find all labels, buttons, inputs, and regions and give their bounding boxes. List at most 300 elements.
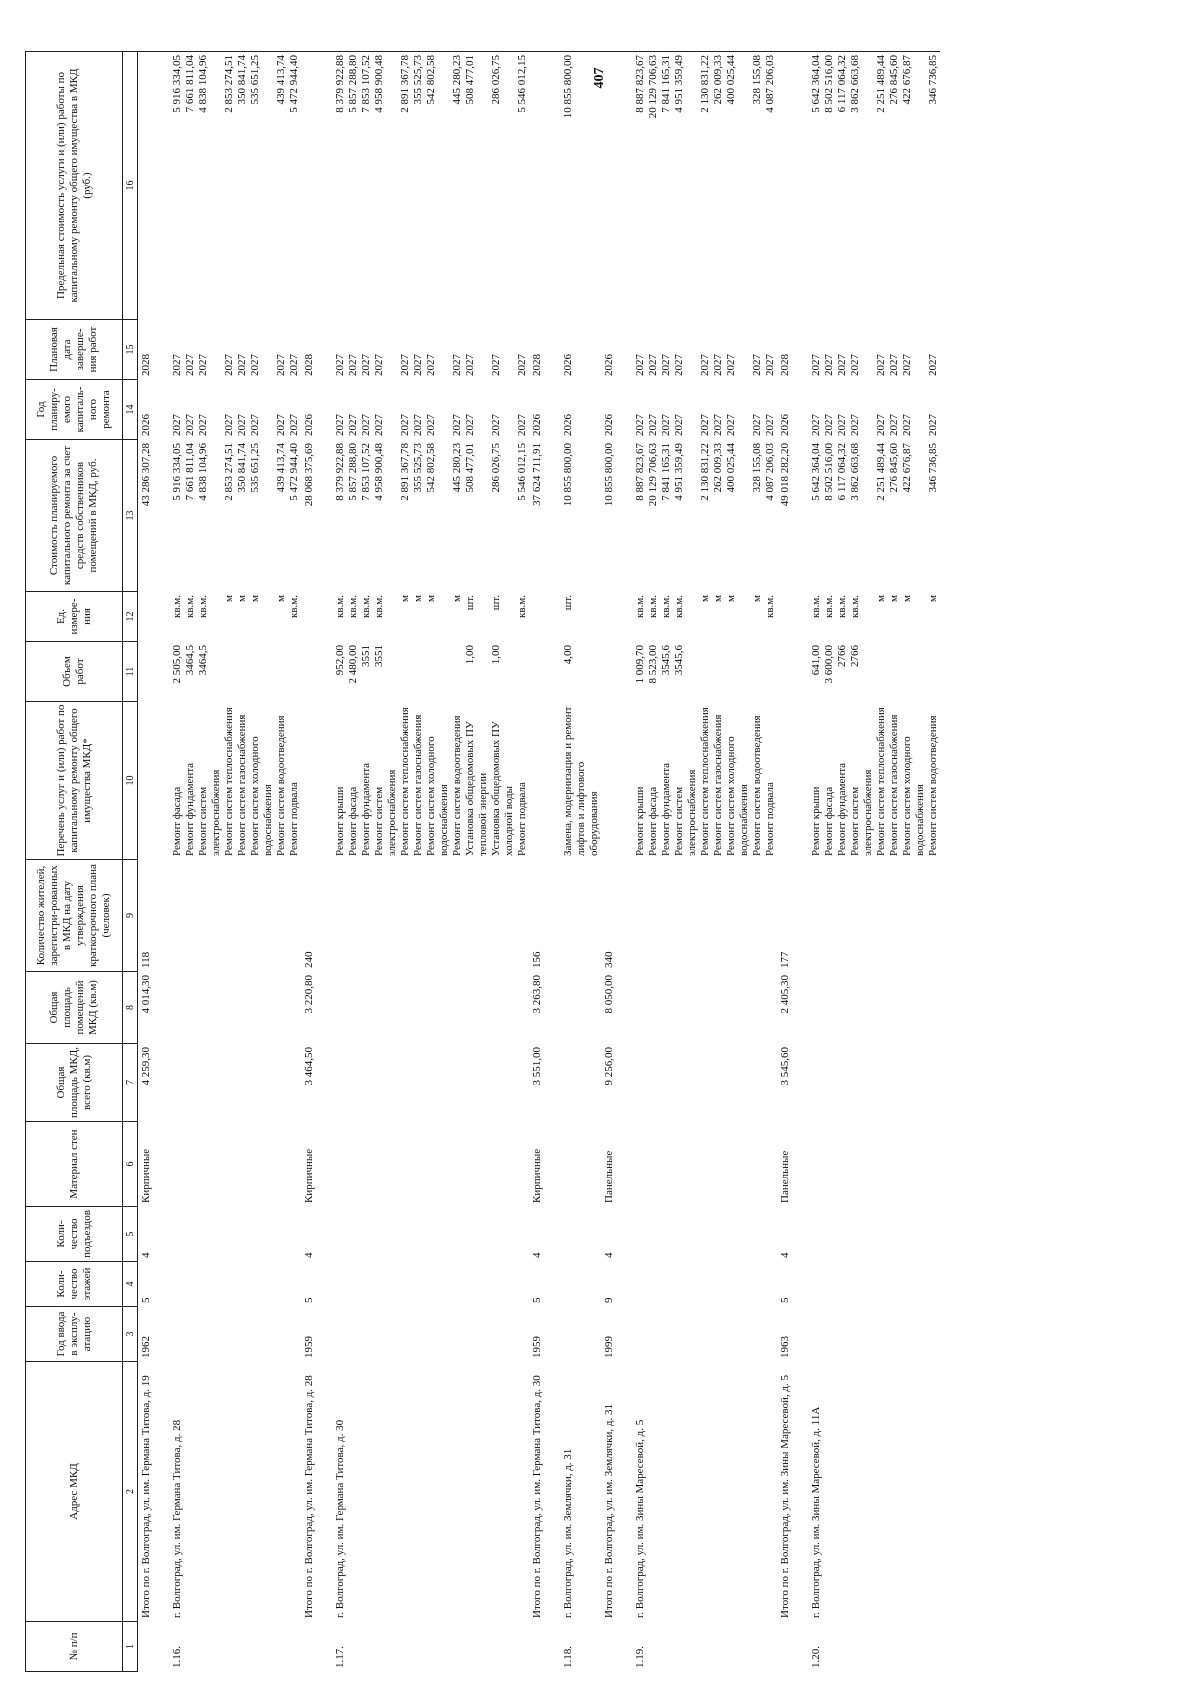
table-cell xyxy=(399,1262,412,1307)
table-cell: 3464,5 xyxy=(197,645,209,676)
table-cell xyxy=(927,642,940,702)
table-cell: 262 009,33 xyxy=(712,55,724,105)
table-cell xyxy=(184,1122,197,1207)
table-cell xyxy=(875,972,888,1044)
table-cell xyxy=(836,1262,849,1307)
table-row xyxy=(624,52,647,1672)
column-number: 14 xyxy=(123,380,138,440)
table-cell xyxy=(275,1207,288,1262)
table-cell xyxy=(399,642,412,702)
table-cell: Установка общедомовых ПУ холодной воды xyxy=(490,721,515,856)
table-cell xyxy=(927,1622,940,1672)
table-cell: 2 405,30 xyxy=(779,975,791,1014)
table-cell: 8 502 516,00 xyxy=(823,443,835,501)
table-row xyxy=(324,52,347,1672)
table-row xyxy=(888,52,901,1672)
table-cell xyxy=(451,1044,464,1122)
table-cell: кв.м. xyxy=(347,595,359,618)
table-cell xyxy=(888,642,901,702)
table-cell: 177 xyxy=(779,951,791,968)
table-cell xyxy=(849,1262,875,1307)
table-cell xyxy=(800,860,823,972)
table-cell xyxy=(516,1207,529,1262)
table-cell xyxy=(197,1362,223,1622)
table-cell: 2027 xyxy=(888,354,900,376)
table-cell xyxy=(223,1622,236,1672)
table-cell: 3551 xyxy=(373,645,385,667)
table-cell: кв.м. xyxy=(660,595,672,618)
table-cell xyxy=(725,860,751,972)
column-header: № п/п xyxy=(26,1622,123,1672)
table-cell: 2 891 367,78 xyxy=(399,55,411,113)
table-cell xyxy=(647,1262,660,1307)
table-cell: Ремонт систем электроснабжения xyxy=(373,769,398,856)
table-cell xyxy=(161,1207,184,1262)
table-cell: 2026 xyxy=(562,354,574,376)
table-cell xyxy=(425,1307,451,1362)
table-cell xyxy=(249,1207,275,1262)
table-cell: 355 525,73 xyxy=(412,55,424,105)
table-cell xyxy=(373,1262,399,1307)
total-row xyxy=(601,52,624,1672)
table-cell: 2027 xyxy=(849,354,861,376)
table-cell xyxy=(699,1362,712,1622)
table-cell xyxy=(849,1307,875,1362)
table-cell xyxy=(836,1207,849,1262)
table-cell xyxy=(777,642,800,702)
total-row xyxy=(301,52,324,1672)
column-header: Год ввода в эксплу-атацию xyxy=(26,1307,123,1362)
table-cell: 4 951 359,49 xyxy=(673,55,685,113)
table-cell: Ремонт систем холодного водоснабжения xyxy=(249,736,274,856)
table-cell: Итого по г. Волгоград, ул. им. Германа Титова, д. 19 xyxy=(140,1375,152,1618)
table-cell xyxy=(275,860,288,972)
table-cell xyxy=(490,1207,516,1262)
table-cell xyxy=(197,1262,223,1307)
table-cell: Итого по г. Волгоград, ул. им. Землячки, д. 31 xyxy=(603,1403,615,1618)
table-cell xyxy=(849,860,875,972)
table-cell xyxy=(823,1207,836,1262)
table-cell xyxy=(777,702,800,860)
table-cell: 5 xyxy=(140,1297,152,1303)
table-cell xyxy=(647,1622,660,1672)
capital-repair-table xyxy=(25,51,940,1672)
table-cell xyxy=(161,1122,184,1207)
column-number: 1 xyxy=(123,1622,138,1672)
table-cell: г. Волгоград, ул. им. Зины Маресевой, д. 11А xyxy=(810,1406,822,1618)
table-cell xyxy=(673,1262,699,1307)
table-cell: 1.18. xyxy=(562,1646,574,1668)
table-cell: 2027 xyxy=(725,354,737,376)
table-cell xyxy=(660,1622,673,1672)
table-cell: кв.м. xyxy=(288,595,300,618)
table-cell: 3545,6 xyxy=(673,645,685,676)
table-cell: 2027 xyxy=(673,354,685,376)
table-cell xyxy=(764,1362,777,1622)
table-cell xyxy=(347,1262,360,1307)
table-cell xyxy=(673,1307,699,1362)
table-row xyxy=(347,52,360,1672)
table-cell: 2027 xyxy=(223,414,235,436)
table-cell: 2 130 831,22 xyxy=(699,443,711,501)
table-cell: г. Волгоград, ул. им. Германа Титова, д. 30 xyxy=(334,1419,346,1618)
table-cell: 2027 xyxy=(673,414,685,436)
table-row xyxy=(223,52,236,1672)
table-row xyxy=(412,52,425,1672)
table-cell xyxy=(138,52,162,320)
table-cell: 4 087 206,03 xyxy=(764,55,776,113)
table-cell: кв.м. xyxy=(647,595,659,618)
table-cell: 6 117 064,32 xyxy=(836,443,848,501)
table-cell xyxy=(412,1362,425,1622)
table-cell xyxy=(875,1207,888,1262)
table-cell xyxy=(712,642,725,702)
table-cell xyxy=(927,1122,940,1207)
table-cell: кв.м. xyxy=(634,595,646,618)
table-cell: 2027 xyxy=(399,354,411,376)
table-cell xyxy=(712,1044,725,1122)
table-cell xyxy=(184,1622,197,1672)
table-cell xyxy=(249,1044,275,1122)
table-cell: 2027 xyxy=(373,414,385,436)
table-cell: 8 379 922,88 xyxy=(334,443,346,501)
table-cell: 2027 xyxy=(927,354,939,376)
table-cell xyxy=(425,1362,451,1622)
table-cell xyxy=(373,1044,399,1122)
table-cell xyxy=(464,1044,490,1122)
table-cell xyxy=(836,1622,849,1672)
table-cell: 355 525,73 xyxy=(412,443,424,493)
table-cell: 2027 xyxy=(184,414,196,436)
table-cell: 2027 xyxy=(288,414,300,436)
table-cell: 535 651,25 xyxy=(249,55,261,105)
table-cell xyxy=(249,1262,275,1307)
table-cell: 2027 xyxy=(236,354,248,376)
table-cell xyxy=(725,1044,751,1122)
table-cell: 7 841 165,31 xyxy=(660,55,672,113)
table-cell xyxy=(875,1622,888,1672)
table-cell: 2027 xyxy=(751,414,763,436)
table-cell: 9 256,00 xyxy=(603,1047,615,1086)
table-cell xyxy=(490,860,516,972)
table-row xyxy=(647,52,660,1672)
table-cell xyxy=(660,1044,673,1122)
table-cell xyxy=(197,860,223,972)
column-header: Коли-чество этажей xyxy=(26,1262,123,1307)
table-cell: 2027 xyxy=(875,414,887,436)
table-cell xyxy=(601,52,624,320)
table-cell xyxy=(875,642,888,702)
page-number: 407 xyxy=(592,67,607,89)
table-cell: 2027 xyxy=(223,354,235,376)
table-cell: кв.м. xyxy=(184,595,196,618)
table-cell: 1959 xyxy=(303,1336,315,1358)
table-cell: 346 736,85 xyxy=(927,55,939,105)
table-cell xyxy=(249,1622,275,1672)
table-cell xyxy=(324,1122,347,1207)
table-cell xyxy=(673,972,699,1044)
table-cell: 2027 xyxy=(464,354,476,376)
table-cell: г. Волгоград, ул. им. Зины Маресевой, д. 5 xyxy=(634,1419,646,1618)
table-cell xyxy=(288,972,301,1044)
table-cell: Ремонт фасада xyxy=(171,786,183,856)
table-cell xyxy=(249,1362,275,1622)
table-cell xyxy=(552,972,601,1044)
table-cell: 5 xyxy=(531,1297,543,1303)
table-cell xyxy=(275,1362,288,1622)
table-row xyxy=(764,52,777,1672)
table-cell: 2027 xyxy=(412,354,424,376)
table-cell: 2027 xyxy=(660,354,672,376)
table-cell: 3 220,80 xyxy=(303,975,315,1014)
table-cell: Итого по г. Волгоград, ул. им. Зины Маресевой, д. 5 xyxy=(779,1374,791,1618)
table-cell xyxy=(288,1207,301,1262)
table-cell xyxy=(399,1622,412,1672)
table-cell: 8 379 922,88 xyxy=(334,55,346,113)
table-cell xyxy=(777,52,800,320)
table-cell xyxy=(660,1262,673,1307)
total-row xyxy=(138,52,162,1672)
table-cell xyxy=(751,1207,764,1262)
table-cell xyxy=(161,972,184,1044)
column-header: Год планиру-емого капиталь-ного ремонта xyxy=(26,380,123,440)
table-cell: 2027 xyxy=(927,414,939,436)
table-cell: Ремонт систем теплоснабжения xyxy=(875,707,887,856)
table-cell: Ремонт систем холодного водоснабжения xyxy=(425,736,450,856)
table-cell xyxy=(236,1262,249,1307)
column-number: 11 xyxy=(123,642,138,702)
table-cell: 3 551,00 xyxy=(531,1047,543,1086)
table-header xyxy=(26,52,138,1672)
table-cell: 4 xyxy=(140,1252,152,1258)
table-cell xyxy=(516,1307,529,1362)
table-cell: 2026 xyxy=(140,414,152,436)
table-cell: Установка общедомовых ПУ тепловой энергии xyxy=(464,721,489,856)
table-cell xyxy=(725,642,751,702)
table-cell: 2027 xyxy=(490,414,502,436)
table-cell: 5 472 944,40 xyxy=(288,55,300,113)
table-cell xyxy=(236,860,249,972)
table-cell xyxy=(464,1307,490,1362)
table-cell: 422 676,87 xyxy=(901,443,913,493)
table-cell: 7 841 165,31 xyxy=(660,443,672,501)
table-cell: Панельные xyxy=(779,1150,791,1203)
table-cell: 3 862 663,68 xyxy=(849,55,861,113)
table-cell xyxy=(412,1122,425,1207)
table-cell xyxy=(901,1122,927,1207)
table-cell: 2028 xyxy=(303,354,315,376)
table-cell xyxy=(223,1307,236,1362)
table-cell xyxy=(425,860,451,972)
table-cell xyxy=(764,1207,777,1262)
table-cell xyxy=(464,860,490,972)
table-cell: 2 130 831,22 xyxy=(699,55,711,113)
table-cell xyxy=(875,1122,888,1207)
table-cell xyxy=(451,972,464,1044)
table-cell: Ремонт фундамента xyxy=(836,762,848,856)
table-cell xyxy=(347,1622,360,1672)
table-row xyxy=(464,52,490,1672)
table-cell xyxy=(347,1307,360,1362)
table-cell xyxy=(764,1122,777,1207)
column-header: Предельная стоимость услуги и (или) работы по капитальному ремонту общего имущества в МКД (руб.) xyxy=(26,52,123,320)
table-cell: 400 025,44 xyxy=(725,55,737,105)
table-cell xyxy=(601,702,624,860)
table-cell xyxy=(552,1122,601,1207)
total-row xyxy=(529,52,552,1672)
table-cell: 5 857 288,80 xyxy=(347,443,359,501)
table-cell xyxy=(516,1622,529,1672)
table-cell: 2027 xyxy=(634,354,646,376)
table-cell xyxy=(823,1262,836,1307)
table-row xyxy=(451,52,464,1672)
table-cell xyxy=(373,1307,399,1362)
table-cell xyxy=(197,1307,223,1362)
table-cell xyxy=(725,1207,751,1262)
table-cell xyxy=(360,972,373,1044)
table-cell: 5 xyxy=(303,1297,315,1303)
table-cell: кв.м. xyxy=(810,595,822,618)
table-cell xyxy=(673,1362,699,1622)
table-cell: 350 841,74 xyxy=(236,55,248,105)
table-cell xyxy=(888,860,901,972)
table-cell xyxy=(529,592,552,642)
table-row xyxy=(184,52,197,1672)
table-cell xyxy=(552,1307,601,1362)
table-row xyxy=(425,52,451,1672)
table-cell: м xyxy=(888,595,900,602)
table-cell: м xyxy=(249,595,261,602)
table-cell xyxy=(764,642,777,702)
table-cell xyxy=(647,1044,660,1122)
table-cell: 952,00 xyxy=(334,645,346,676)
table-cell: м xyxy=(712,595,724,602)
table-row xyxy=(725,52,751,1672)
document-sheet xyxy=(25,52,1175,1672)
column-header: Количество жителей, зарегистри-рованных в МКД на дату утверждения краткосрочного плана (человек) xyxy=(26,860,123,972)
table-cell xyxy=(236,642,249,702)
table-cell: 8 050,00 xyxy=(603,975,615,1014)
table-cell xyxy=(712,1362,725,1622)
table-cell: Ремонт систем газоснабжения xyxy=(888,714,900,856)
table-cell xyxy=(624,1044,647,1122)
table-cell xyxy=(516,972,529,1044)
table-cell: 2027 xyxy=(249,354,261,376)
table-cell xyxy=(399,1207,412,1262)
table-cell: Ремонт фасада xyxy=(823,786,835,856)
table-cell: кв.м. xyxy=(836,595,848,618)
table-cell xyxy=(764,1307,777,1362)
table-cell xyxy=(751,1622,764,1672)
table-cell: 2027 xyxy=(184,354,196,376)
table-cell: 2027 xyxy=(647,414,659,436)
table-row xyxy=(800,52,823,1672)
table-cell xyxy=(373,972,399,1044)
table-cell xyxy=(223,1262,236,1307)
table-cell: Ремонт систем электроснабжения xyxy=(197,769,222,856)
table-cell xyxy=(412,1262,425,1307)
table-cell xyxy=(301,592,324,642)
table-cell: Ремонт фасада xyxy=(347,786,359,856)
table-cell xyxy=(601,1622,624,1672)
table-cell: м xyxy=(236,595,248,602)
table-cell: 4 259,30 xyxy=(140,1047,152,1086)
table-cell xyxy=(301,702,324,860)
table-cell xyxy=(288,1044,301,1122)
table-cell: 8 523,00 xyxy=(647,645,659,684)
table-cell xyxy=(236,1307,249,1362)
table-cell xyxy=(412,972,425,1044)
table-cell xyxy=(288,860,301,972)
table-row xyxy=(360,52,373,1672)
table-cell: м xyxy=(699,595,711,602)
table-cell: 4 958 900,48 xyxy=(373,55,385,113)
table-cell xyxy=(301,52,324,320)
table-row xyxy=(288,52,301,1672)
table-cell: 2027 xyxy=(288,354,300,376)
table-cell xyxy=(516,642,529,702)
table-cell: 1,00 xyxy=(464,645,476,665)
table-cell xyxy=(138,702,162,860)
table-cell: 2027 xyxy=(412,414,424,436)
table-row xyxy=(275,52,288,1672)
table-cell: 4 014,30 xyxy=(140,975,152,1014)
table-cell xyxy=(764,1044,777,1122)
table-cell xyxy=(927,1307,940,1362)
table-cell xyxy=(223,1122,236,1207)
table-cell xyxy=(875,1362,888,1622)
table-cell xyxy=(347,1207,360,1262)
table-cell xyxy=(324,1044,347,1122)
table-cell: 2027 xyxy=(823,414,835,436)
table-cell xyxy=(223,1044,236,1122)
table-cell xyxy=(451,1122,464,1207)
table-cell xyxy=(412,860,425,972)
table-cell: 2027 xyxy=(810,414,822,436)
table-cell: м xyxy=(451,595,463,602)
table-cell xyxy=(464,1622,490,1672)
table-cell: Ремонт систем водоотведения xyxy=(275,715,287,856)
table-cell: Ремонт фундамента xyxy=(660,762,672,856)
table-cell: м xyxy=(223,595,235,602)
table-cell xyxy=(751,1262,764,1307)
table-cell xyxy=(223,972,236,1044)
table-cell: 1.16. xyxy=(171,1646,183,1668)
column-number-row xyxy=(123,52,138,1672)
table-cell: 3 263,80 xyxy=(531,975,543,1014)
table-cell: 340 xyxy=(603,951,615,968)
table-row xyxy=(197,52,223,1672)
table-cell: 2026 xyxy=(779,414,791,436)
table-cell: 2027 xyxy=(901,414,913,436)
table-row xyxy=(927,52,940,1672)
table-cell xyxy=(823,1044,836,1122)
table-cell xyxy=(927,1207,940,1262)
table-cell xyxy=(751,642,764,702)
table-cell xyxy=(901,1044,927,1122)
column-header: Ед. измере-ния xyxy=(26,592,123,642)
table-row xyxy=(399,52,412,1672)
table-cell: 2027 xyxy=(836,354,848,376)
table-cell xyxy=(451,1207,464,1262)
table-cell: м xyxy=(751,595,763,602)
column-header: Материал стен xyxy=(26,1122,123,1207)
table-cell xyxy=(249,972,275,1044)
table-cell xyxy=(347,1122,360,1207)
table-cell: 37 624 711,91 xyxy=(531,443,543,506)
table-cell xyxy=(412,1044,425,1122)
table-cell: 2027 xyxy=(451,414,463,436)
